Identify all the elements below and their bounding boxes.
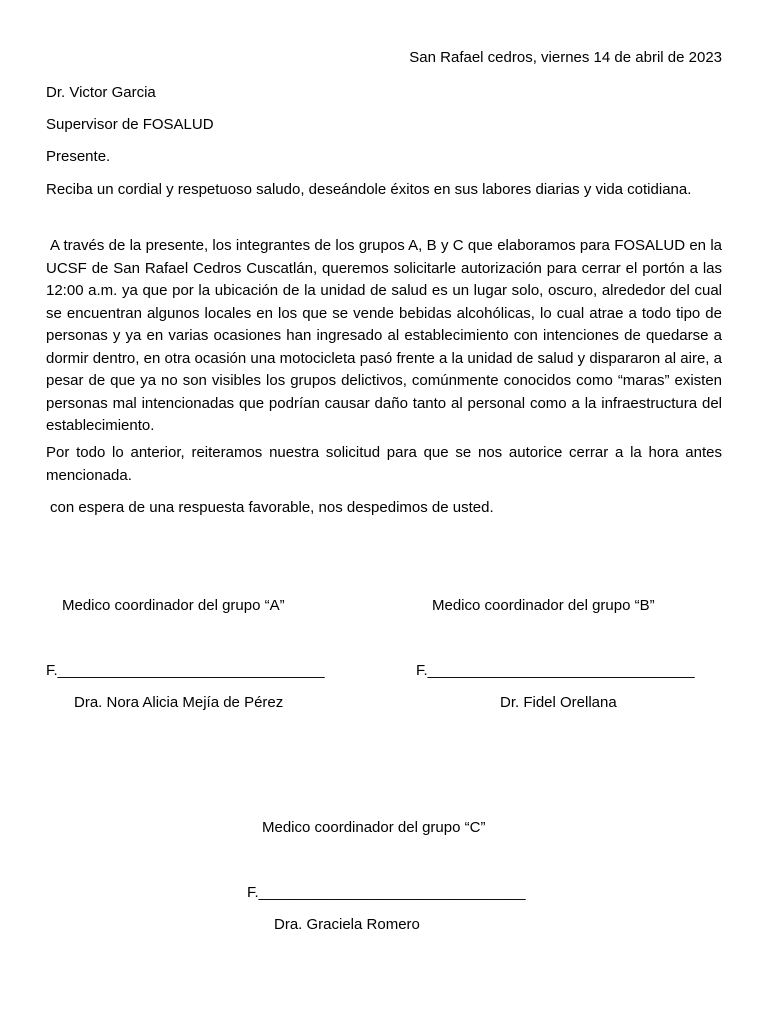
closing-line: con espera de una respuesta favorable, nos despedimos de usted. (50, 499, 494, 516)
signature-a-name: Dra. Nora Alicia Mejía de Pérez (74, 694, 284, 711)
signature-b-title: Medico coordinador del grupo “B” (432, 597, 655, 614)
signature-c-name: Dra. Graciela Romero (274, 916, 420, 933)
signature-b-line: F.________________________________ (416, 662, 695, 679)
recipient-name: Dr. Victor Garcia (46, 84, 156, 101)
signature-c-title: Medico coordinador del grupo “C” (262, 819, 486, 836)
signature-a-title: Medico coordinador del grupo “A” (62, 597, 285, 614)
salutation: Presente. (46, 148, 111, 165)
signature-b-name: Dr. Fidel Orellana (500, 694, 617, 711)
date-line: San Rafael cedros, viernes 14 de abril de 2023 (409, 49, 722, 66)
signature-a-line: F.________________________________ (46, 662, 325, 679)
recipient-title: Supervisor de FOSALUD (46, 116, 214, 133)
paragraph-greeting: Reciba un cordial y respetuoso saludo, deseándole éxitos en sus labores diarias y vida cotidiana. (46, 181, 692, 198)
signature-c-line: F.________________________________ (247, 884, 526, 901)
paragraph-request: A través de la presente, los integrantes de los grupos A, B y C que elaboramos para FOSALUD en la UCSF de San Rafael Cedros Cuscatlán, queremos solicitarle autorización para cerrar el portón a las 12:00 a.m. ya que por la ubicación de la unidad de salud es un lugar solo, oscuro, alrededor del cual se encuentran algunos locales en los que se vende bebidas alcohólicas, lo cual atrae a todo tipo de personas y ya en varias ocasiones han ingresado al establecimiento con intenciones de quedarse a dormir dentro, en otra ocasión una motocicleta pasó frente a la unidad de salud y dispararon al aire, a pesar de que ya no son visibles los grupos delictivos, comúnmente conocidos como “maras” existen personas mal intencionadas que podrían causar daño tanto al personal como a la infraestructura del establecimiento. (46, 237, 722, 434)
paragraph-reiteration: Por todo lo anterior, reiteramos nuestra solicitud para que se nos autorice cerrar a la hora antes mencionada. (46, 444, 722, 484)
